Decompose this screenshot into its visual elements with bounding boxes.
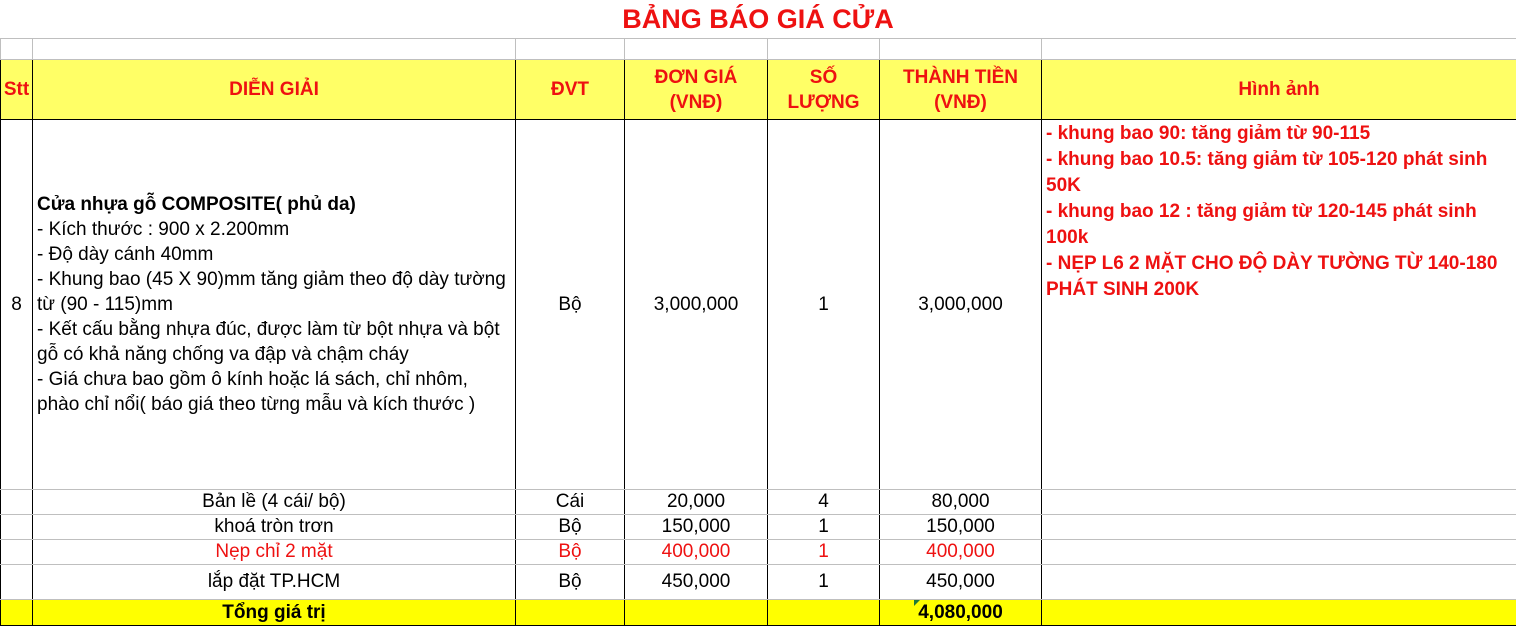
main-item-line: - Khung bao (45 X 90)mm tăng giảm theo độ dày tường từ (90 - 115)mm [37, 269, 506, 315]
row-amount[interactable]: 80,000 [880, 490, 1042, 515]
main-item-amount[interactable]: 3,000,000 [880, 120, 1042, 490]
table-row [1, 565, 1516, 600]
cell[interactable] [1042, 515, 1516, 540]
header-quantity-line2: LƯỢNG [787, 91, 860, 113]
row-price[interactable]: 150,000 [625, 515, 768, 540]
total-amount-value: 4,080,000 [918, 601, 1003, 623]
table-row [1, 490, 1516, 515]
note-line: - NẸP L6 2 MẶT CHO ĐỘ DÀY TƯỜNG TỪ 140-180 PHÁT SINH 200K [1046, 253, 1498, 300]
cell[interactable] [1042, 600, 1516, 626]
main-item-line: - Kích thước : 900 x 2.200mm [37, 219, 290, 240]
main-item-qty[interactable]: 1 [768, 120, 880, 490]
cell-comment-marker-icon [914, 600, 920, 606]
note-line: - khung bao 90: tăng giảm từ 90-115 [1046, 123, 1371, 144]
table-row [1, 515, 1516, 540]
cell[interactable] [1042, 540, 1516, 565]
header-unit-price[interactable] [625, 60, 768, 120]
main-item-line: - Kết cấu bằng nhựa đúc, được làm từ bột nhựa và bột gỗ có khả năng chống va đập và chậm cháy [37, 319, 500, 365]
main-item-price[interactable]: 3,000,000 [625, 120, 768, 490]
cell[interactable] [1, 540, 33, 565]
note-line: - khung bao 12 : tăng giảm từ 120-145 phát sinh 100k [1046, 201, 1477, 248]
cell[interactable] [33, 39, 516, 60]
header-unit[interactable]: ĐVT [516, 60, 625, 120]
quote-table [0, 38, 1516, 626]
main-item-name: Cửa nhựa gỗ COMPOSITE( phủ da) [37, 194, 356, 215]
cell[interactable] [516, 39, 625, 60]
row-price[interactable]: 400,000 [625, 540, 768, 565]
header-stt[interactable]: Stt [1, 60, 33, 120]
row-description[interactable]: Bản lề (4 cái/ bộ) [33, 490, 516, 515]
main-item-row [1, 120, 1516, 490]
header-quantity[interactable] [768, 60, 880, 120]
header-row [1, 60, 1516, 120]
cell[interactable] [1, 565, 33, 600]
header-unit-price-line2: (VNĐ) [669, 91, 723, 113]
header-description[interactable]: DIỄN GIẢI [33, 60, 516, 120]
cell[interactable] [1042, 490, 1516, 515]
row-amount[interactable]: 450,000 [880, 565, 1042, 600]
cell[interactable] [1, 490, 33, 515]
cell[interactable] [880, 39, 1042, 60]
cell[interactable] [1, 515, 33, 540]
note-line: - khung bao 10.5: tăng giảm từ 105-120 phát sinh 50K [1046, 149, 1488, 196]
header-amount[interactable] [880, 60, 1042, 120]
header-amount-line1: THÀNH TIỀN [902, 66, 1019, 88]
cell[interactable] [625, 600, 768, 626]
total-row [1, 600, 1516, 626]
header-quantity-line1: SỐ [809, 66, 838, 88]
row-amount[interactable]: 150,000 [880, 515, 1042, 540]
total-label[interactable]: Tổng giá trị [33, 600, 516, 626]
row-description[interactable]: Nẹp chỉ 2 mặt [33, 540, 516, 565]
row-qty[interactable]: 4 [768, 490, 880, 515]
cell[interactable] [516, 600, 625, 626]
row-price[interactable]: 20,000 [625, 490, 768, 515]
row-unit[interactable]: Bộ [516, 565, 625, 600]
cell[interactable] [625, 39, 768, 60]
row-amount[interactable]: 400,000 [880, 540, 1042, 565]
row-unit[interactable]: Bộ [516, 540, 625, 565]
total-amount[interactable] [880, 600, 1042, 626]
row-qty[interactable]: 1 [768, 515, 880, 540]
main-item-line: - Độ dày cánh 40mm [37, 244, 214, 265]
main-item-line: - Giá chưa bao gồm ô kính hoặc lá sách, chỉ nhôm, phào chỉ nổi( báo giá theo từng mẫu và kích thước ) [37, 369, 476, 415]
cell[interactable] [1042, 565, 1516, 600]
page-title: BẢNG BÁO GIÁ CỬA [622, 4, 894, 34]
main-item-notes[interactable] [1042, 120, 1516, 490]
row-qty[interactable]: 1 [768, 540, 880, 565]
row-description[interactable]: lắp đặt TP.HCM [33, 565, 516, 600]
header-amount-line2: (VNĐ) [934, 91, 987, 113]
row-price[interactable]: 450,000 [625, 565, 768, 600]
header-unit-price-line1: ĐƠN GIÁ [654, 66, 738, 88]
row-description[interactable]: khoá tròn trơn [33, 515, 516, 540]
cell[interactable] [768, 600, 880, 626]
main-item-unit[interactable]: Bộ [516, 120, 625, 490]
header-image[interactable]: Hình ảnh [1042, 60, 1516, 120]
row-unit[interactable]: Cái [516, 490, 625, 515]
cell[interactable] [768, 39, 880, 60]
main-item-stt[interactable]: 8 [1, 120, 33, 490]
main-item-description[interactable] [33, 120, 516, 490]
row-unit[interactable]: Bộ [516, 515, 625, 540]
cell[interactable] [1, 600, 33, 626]
row-qty[interactable]: 1 [768, 565, 880, 600]
table-row [1, 540, 1516, 565]
blank-row [1, 39, 1516, 60]
cell[interactable] [1042, 39, 1516, 60]
cell[interactable] [1, 39, 33, 60]
